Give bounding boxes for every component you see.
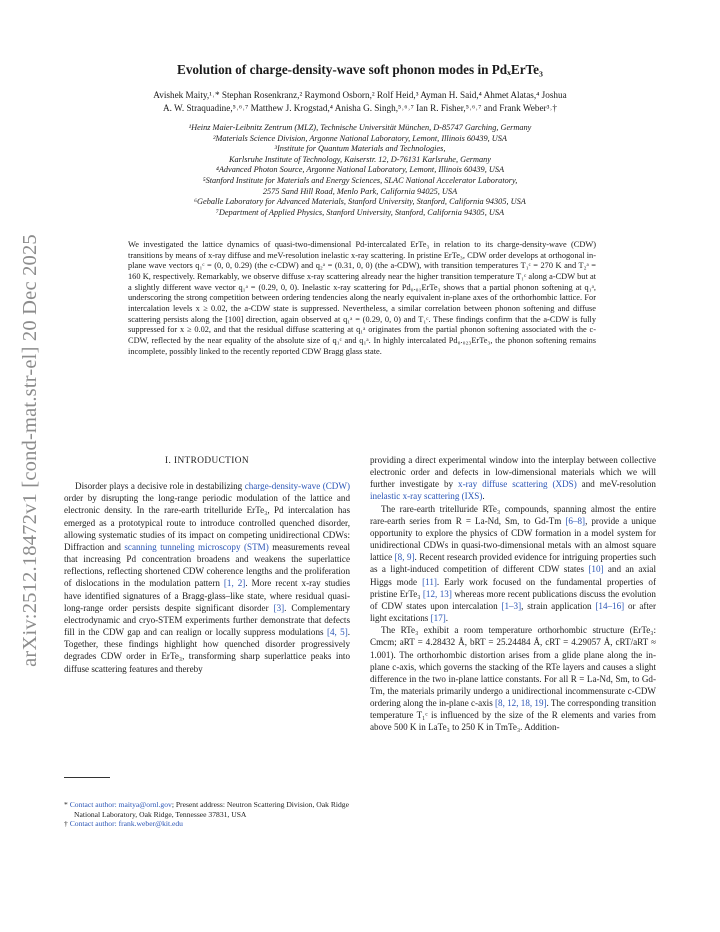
reference-link[interactable]: Contact author: frank.weber@kit.edu bbox=[69, 819, 183, 829]
text-segment: ; Present address: Neutron Scattering Division, Oak Ridge National Laboratory, Oak Ridge, Tennessee 37831, USA bbox=[74, 800, 349, 819]
affiliation-line: ⁴Advanced Photon Source, Argonne National Laboratory, Lemont, Illinois 60439, USA bbox=[215, 165, 505, 175]
text-segment: . Early work focused on the fundamental properties of pristine ErTe₃ bbox=[370, 576, 656, 599]
text-segment: , strain application bbox=[521, 600, 596, 611]
affiliation-list bbox=[100, 123, 620, 218]
text-segment: . Recent research provided evidence for intriguing properties such as a light-induced competition of different CDW states bbox=[370, 552, 656, 575]
section-heading-introduction: I. INTRODUCTION bbox=[165, 456, 249, 466]
right-column bbox=[370, 454, 656, 734]
text-segment: , provide a unique opportunity to explore the physics of CDW formation in a model system for unidirectional CDWs in quasi-two-dimensional metals with an almost square lattice bbox=[370, 515, 656, 563]
footnotes bbox=[64, 800, 356, 829]
arxiv-identifier-stamp bbox=[12, 150, 48, 750]
footnote-divider bbox=[64, 777, 110, 778]
intro-paragraph bbox=[64, 480, 350, 675]
author-list bbox=[60, 89, 660, 114]
intro-paragraph bbox=[370, 624, 656, 733]
reference-link[interactable]: [17] bbox=[430, 613, 446, 624]
reference-link[interactable]: charge-density-wave (CDW) bbox=[244, 481, 350, 492]
affiliation-line: ⁶Geballe Laboratory for Advanced Materials, Stanford University, Stanford, California 94305, USA bbox=[194, 197, 526, 207]
affiliation-line: Karlsruhe Institute of Technology, Kaiserstr. 12, D-76131 Karlsruhe, Germany bbox=[229, 154, 491, 164]
reference-link[interactable]: [10] bbox=[588, 564, 604, 575]
affiliation-line: ⁵Stanford Institute for Materials and Energy Sciences, SLAC National Accelerator Laboratory, bbox=[202, 175, 518, 185]
left-column bbox=[64, 455, 350, 675]
reference-link[interactable]: inelastic x-ray scattering (IXS) bbox=[370, 491, 483, 502]
text-segment: Disorder plays a decisive role in destabilizing bbox=[75, 481, 245, 492]
text-segment: measurements reveal that increasing Pd concentration broadens and weakens the superlattice reflections, reflecting shortened CDW coherence lengths and the proliferation of dislocations in the modulation pattern bbox=[64, 541, 350, 589]
text-segment: and an axial Higgs mode bbox=[370, 564, 656, 587]
text-segment: . Together, these findings highlight how quenched disorder progressively degrades CDW order in ErTe₃, transforming sharp superlattice peaks into diffuse scattering features and thereby bbox=[64, 627, 351, 674]
footnote-corresponding-author-2 bbox=[64, 819, 356, 829]
text-segment: . bbox=[482, 491, 485, 502]
text-segment: † bbox=[64, 819, 70, 829]
text-segment: . More recent x-ray studies have identified signatures of a Bragg-glass–like state, where residual quasi-long-range order persists despite significant disorder bbox=[64, 578, 350, 613]
abstract: We investigated the lattice dynamics of quasi-two-dimensional Pd-intercalated ErTe₃ in relation to its charge-density-wave (CDW) transitions by means of x-ray diffuse and meV-resolution inelastic x-ray scattering. In pristine ErTe₃, CDW order develops at orthogonal in-plane wave vectors q₁ᶜ = (0, 0, 0.29) (the c-CDW) and q₂ᵃ = (0.31, 0, 0) (the a-CDW), with transition temperatures T₁ᶜ = 270 K and T₂ᵃ = 160 K, respectively. Remarkably, we observe diffuse x-ray scattering already near the higher transition temperature T₁ᶜ along a-CDW but at a slightly different wave vector q₁ᵃ = (0.29, 0, 0). Inelastic x-ray scattering for Pd₀.₀₁ErTe₃ shows that a partial phonon softening at q₁ᵃ, underscoring the strong competition between ordering tendencies along the nearly equivalent in-plane axes of the orthorhombic lattice. For intercalation levels x ≥ 0.02, the a-CDW state is suppressed. Nevertheless, a similar correlation between phonon softening and diffuse scattering persists along the [100] direction, again observed at q₁ᵃ = (0.29, 0, 0) and T₁ᶜ. These findings confirm that the a-CDW is fully suppressed for x ≥ 0.02, and that the residual diffuse scattering at q₁ᵃ originates from the partial phonon softening associated with the c-CDW, reflected by the near equality of the absolute size of q₁ᶜ and q₁ᵃ. In highly intercalated Pd₀.₀₂₃ErTe₃, the phonon softening remains incomplete, possibly linked to the recently reported CDW Bragg glass state. bbox=[128, 240, 596, 356]
text-segment: . Complementary electrodynamic and cryo-STEM experiments further demonstrate that defects fill in the CDW gap and can realign or locally suppress modulations bbox=[64, 602, 350, 638]
author-line: Avishek Maity,¹˒* Stephan Rosenkranz,² Raymond Osborn,² Rolf Heid,³ Ayman H. Said,⁴ Ahmet Alatas,⁴ Joshua bbox=[153, 90, 567, 100]
reference-link[interactable]: [4, 5] bbox=[326, 627, 348, 638]
text-segment: providing a direct experimental window into the interplay between collective electronic order and defects in low-dimensional materials which we will further investigate by bbox=[370, 455, 656, 490]
affiliation-line: ³Institute for Quantum Materials and Technologies, bbox=[274, 144, 446, 154]
reference-link[interactable]: [12, 13] bbox=[422, 588, 452, 599]
arxiv-id-text: arXiv:2512.18472v1 [cond-mat.str-el] 20 Dec 2025 bbox=[18, 233, 41, 667]
reference-link[interactable]: scanning tunneling microscopy (STM) bbox=[124, 541, 269, 552]
paper-title: Evolution of charge-density-wave soft phonon modes in PdₓErTe₃ bbox=[177, 62, 543, 77]
text-segment: and meV-resolution bbox=[576, 479, 656, 490]
intro-paragraph bbox=[370, 503, 656, 625]
reference-link[interactable]: Contact author: maitya@ornl.gov bbox=[69, 800, 172, 809]
author-line: A. W. Straquadine,⁵˒⁶˒⁷ Matthew J. Krogstad,⁴ Anisha G. Singh,⁵˒⁶˒⁷ Ian R. Fisher,⁵˒⁶˒⁷ and Frank Weber³˒† bbox=[162, 102, 558, 113]
reference-link[interactable]: x-ray diffuse scattering (XDS) bbox=[458, 479, 577, 490]
reference-link[interactable]: [14–16] bbox=[595, 600, 625, 611]
affiliation-line: 2575 Sand Hill Road, Menlo Park, California 94025, USA bbox=[262, 186, 458, 196]
reference-link[interactable]: [11] bbox=[422, 576, 437, 587]
text-segment: The rare-earth tritelluride RTe₃ compounds, spanning almost the entire rare-earth series from R = La-Nd, Sm, to Gd-Tm bbox=[370, 503, 656, 526]
intro-paragraph-continued bbox=[370, 454, 656, 503]
text-segment: . The corresponding transition temperature T₁ᶜ is influenced by the size of the R elements and varies from above 500 K in LaTe₃ to 250 K in TmTe₃. Addition- bbox=[370, 698, 656, 733]
affiliation-line: ⁷Department of Applied Physics, Stanford University, Stanford, California 94305, USA bbox=[215, 207, 505, 217]
affiliation-line: ²Materials Science Division, Argonne National Laboratory, Lemont, Illinois 60439, USA bbox=[212, 133, 508, 143]
reference-link[interactable]: [8, 12, 18, 19] bbox=[495, 698, 547, 709]
text-segment: The RTe₃ exhibit a room temperature orthorhombic structure (ErTe₃: Cmcm; aRT = 4.28432 Å, bRT = 25.24484 Å, cRT = 4.29057 Å, cRT/aRT ≈ 1.001). The orthorhombic distortion arises from a glide plane along the in-plane c-axis, which governs the stacking of the RTe layers and causes a slight difference in the two in-plane lattice constants. For all R = La-Nd, Sm, to Gd-Tm, the materials primarily undergo a unidirectional incommensurate c-CDW ordering along the in-plane c-axis bbox=[370, 625, 656, 709]
text-segment: * bbox=[64, 800, 70, 809]
reference-link[interactable]: [6–8] bbox=[565, 515, 586, 526]
text-segment: whereas more recent publications discuss the evolution of CDW states upon intercalation bbox=[370, 588, 656, 611]
reference-link[interactable]: [8, 9] bbox=[394, 552, 415, 563]
text-segment: order by disrupting the long-range periodic modulation of the lattice and electronic density. In the rare-earth tritelluride ErTe₃, Pd intercalation has emerged as a prototypical route to introduce controlled quenched disorder, allowing systematic studies of its impact on competing unidirectional CDWs: Diffraction and bbox=[64, 493, 350, 552]
footnote-corresponding-author-1 bbox=[64, 800, 356, 819]
text-segment: . bbox=[445, 613, 449, 624]
affiliation-line: ¹Heinz Maier-Leibnitz Zentrum (MLZ), Technische Universität München, D-85747 Garching, Germany bbox=[188, 123, 532, 132]
text-segment: or after light excitations bbox=[370, 600, 656, 624]
reference-link[interactable]: [3] bbox=[273, 602, 285, 613]
reference-link[interactable]: [1–3] bbox=[501, 600, 522, 611]
reference-link[interactable]: [1, 2] bbox=[223, 578, 246, 589]
